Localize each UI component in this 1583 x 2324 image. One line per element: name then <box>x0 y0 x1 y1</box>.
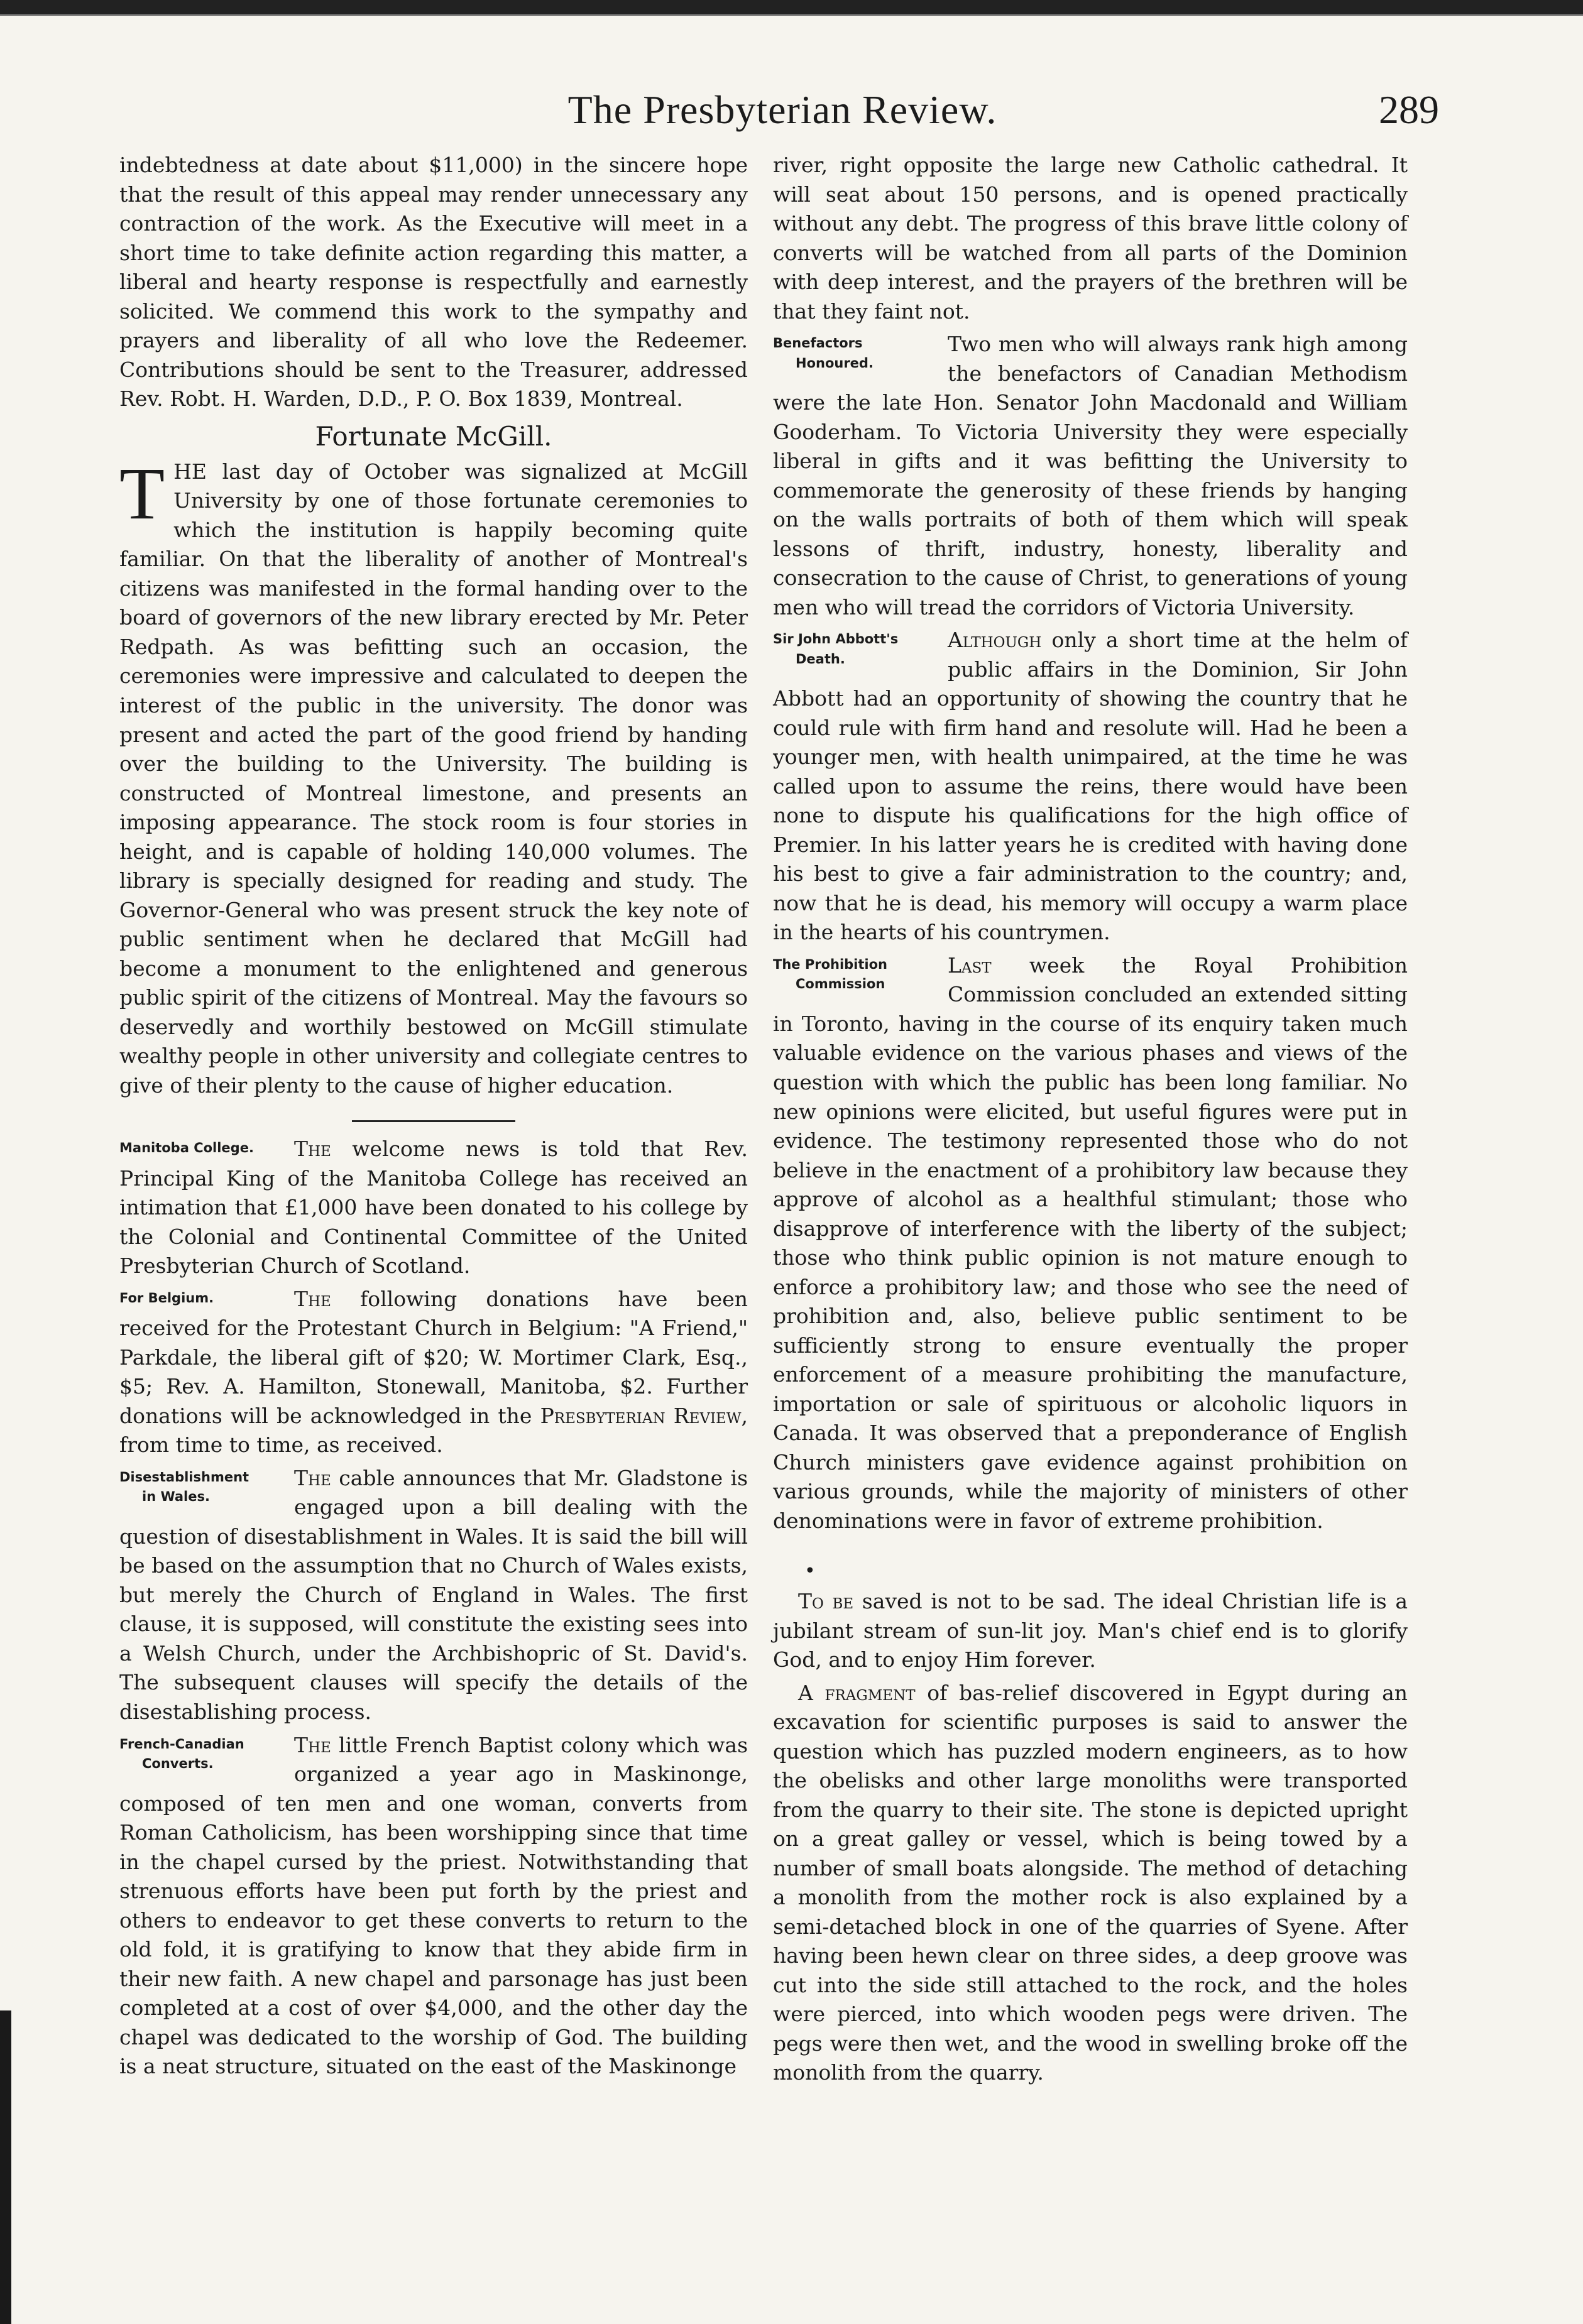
mcgill-heading: Fortunate McGill. <box>315 420 552 452</box>
belgium-text: following donations have been received for the Protestant Church in Belgium: "A Friend," Parkdale, the liberal gift of $20; W. Mortimer Clark, Esq., $5; Rev. A. Hamilton, Stonewall, Manitoba, $2. Further donations will be acknowledged in the <box>119 1286 748 1428</box>
benefactors-sidehead: Benefactors Honoured. <box>773 336 874 371</box>
manitoba-text: welcome news is told that Rev. Principal King of the Manitoba College has received an intimation that £1,000 have been donated to his college by the Colonial and Continental Committee of the United Presbyterian Church of Scotland. <box>119 1137 748 1279</box>
benefactors-text: Two men who will always rank high among the benefactors of Canadian Methodism were the late Hon. Senator John Macdonald and William Gooderham. To Victoria University they were especially liberal in gifts and it was befitting the University to commemorate the generosity of these friends by hanging on the walls portraits of both of them which will speak lessons of thrift, industry, honesty, liberality and consecration to the cause of Christ, to generations of young men who will tread the corridors of Victoria University. <box>773 332 1408 619</box>
disestablishment-text: cable announces that Mr. Gladstone is engaged upon a bill dealing with the question of disestablishment in Wales. It is said the bill will be based on the assumption that no Church of Wales exists, but merely the Church of England in Wales. The first clause, it is supposed, will constitute the existing sees into a Welsh Church, under the Archbishopric of St. David's. The subsequent clauses will specify the details of the disestablishing process. <box>119 1465 748 1724</box>
fragment-paragraph <box>773 1679 1408 2088</box>
abbott-text: only a short time at the helm of public affairs in the Dominion, Sir John Abbott had an opportunity of showing the country that he could rule with firm hand and resolute will. Had he been a younger men, with health unimpaired, at the time he was called upon to assume the reins, there would have been none to dispute his qualifications for the high office of Premier. In his latter years he is credited with having done his best to give a fair administration to the country; and, now that he is dead, his memory will occupy a warm place in the hearts of his countrymen. <box>773 628 1408 945</box>
belgium-end: , from time to time, as received. <box>119 1403 748 1458</box>
french-canadian-sidehead: French-Canadian Converts. <box>119 1736 244 1772</box>
prohibition-sidehead: The Prohibition Commission <box>773 956 887 992</box>
intro-paragraph: indebtedness at date about $11,000) in the sincere hope that the result of this appeal may render unnecessary any contraction of the work. As the Executive will meet in a short time to take definite action regarding this matter, a liberal and hearty response is respectfully and earnestly solicited. We commend this work to the sympathy and prayers and liberality of all who love the Redeemer. Contributions should be sent to the Treasurer, addressed Rev. Robt. H. Warden, D.D., P. O. Box 1839, Montreal. <box>119 153 748 412</box>
prohibition-article <box>773 951 1408 1536</box>
bullet-divider: • <box>804 1560 816 1583</box>
section-rule <box>352 1120 515 1122</box>
abbott-article <box>773 626 1408 947</box>
left-column <box>119 151 748 2085</box>
disestablishment-lead: The <box>294 1465 331 1490</box>
top-border <box>0 0 1583 16</box>
right-column <box>773 151 1408 2092</box>
french-canadian-article <box>119 1731 748 2081</box>
belgium-sidehead: For Belgium. <box>119 1290 214 1306</box>
french-canadian-lead: The <box>294 1732 331 1757</box>
continued-paragraph: river, right opposite the large new Catholic cathedral. It will seat about 150 persons, and is opened practically without any debt. The progress of this brave little colony of converts will be watched from all parts of the Dominion with deep interest, and the prayers of the brethren will be that they faint not. <box>773 153 1408 324</box>
disestablishment-sidehead: Disestablishment in Wales. <box>119 1469 249 1505</box>
french-canadian-text: little French Baptist colony which was organized a year ago in Maskinonge, composed of ten men and one woman, converts from Roman Catholicism, has been worshipping since that time in the chapel cursed by the priest. Notwithstanding that strenuous efforts have been put forth by the priest and others to endeavor to get these converts to return to the old fold, it is gratifying to know that they abide firm in their new faith. A new chapel and parsonage has just been completed at a cost of over $4,000, and the other day the chapel was dedicated to the worship of God. The building is a neat structure, situated on the east of the Maskinonge <box>119 1732 748 2079</box>
page-number: 289 <box>1379 87 1439 132</box>
saved-lead: To be <box>798 1589 854 1614</box>
manitoba-article <box>119 1135 748 1281</box>
running-title: The Presbyterian Review. <box>567 87 997 132</box>
fragment-text: of bas-relief discovered in Egypt during an excavation for scientific purposes is said to answer the question which has puzzled modern engineers, as to how the obelisks and other large monoliths were transported from the quarry to their site. The stone is depicted upright on a great galley or vessel, which is being towed by a number of small boats alongside. The method of detaching a monolith from the mother rock is also explained by a semi-detached block in one of the quarries of Syene. After having been hewn clear on three sides, a deep groove was cut into the side still attached to the rock, and the holes were pierced, into which wooden pegs were driven. The pegs were then wet, and the wood in swelling broke off the monolith from the quarry. <box>773 1680 1408 2085</box>
binding-edge <box>0 2010 11 2324</box>
page-header <box>126 75 1439 145</box>
prohibition-text: week the Royal Prohibition Commission concluded an extended sitting in Toronto, having in the course of its enquiry taken much valuable evidence on the various phases and views of the question with which the public has been long familiar. No new opinions were elicited, but useful figures were put in evidence. The testimony represented those who do not believe in the enactment of a prohibitory law because they approve of alcohol as a healthful stimulant; those who disapprove of interference with the liberty of the subject; those who think public opinion is not mature enough to enforce a prohibitory law; and those who see the need of prohibition and, also, believe public sentiment to be sufficiently strong to ensure eventually the proper enforcement of a measure prohibiting the manufacture, importation or sale of spirituous or alcoholic liquors in Canada. It was observed that a preponderance of English Church ministers gave evidence against prohibition on various grounds, while the majority of ministers of other denominations were in favor of extreme prohibition. <box>773 952 1408 1533</box>
belgium-article <box>119 1285 748 1460</box>
prohibition-lead: Last <box>948 952 992 978</box>
manitoba-sidehead: Manitoba College. <box>119 1140 254 1156</box>
benefactors-article <box>773 330 1408 622</box>
saved-paragraph <box>773 1587 1408 1675</box>
mcgill-text: HE last day of October was signalized at McGill University by one of those fortunate ceremonies to which the institution is happily becoming quite familiar. On that the liberality of another of Montreal's citizens was manifested in the formal handing over to the board of governors of the new library erected by Mr. Peter Redpath. As was befitting such an occasion, the ceremonies were impressive and calculated to deepen the interest of the public in the university. The donor was present and acted the part of the good friend by handing over the building to the University. The building is constructed of Montreal limestone, and presents an imposing appearance. The stock room is four stories in height, and is capable of holding 140,000 volumes. The library is specially designed for reading and study. The Governor-General who was present struck the key note of public sentiment when he declared that McGill had become a monument to the enlightened and generous public spirit of the citizens of Montreal. May the favours so deservedly and worthily bestowed on McGill stimulate wealthy people in other university and collegiate centres to give of their plenty to the cause of higher education. <box>119 459 748 1098</box>
belgium-review: Presbyterian Review <box>540 1403 742 1428</box>
mcgill-article <box>119 452 748 1100</box>
fragment-lead: A fragment <box>798 1680 916 1705</box>
abbott-lead: Although <box>948 628 1042 653</box>
saved-text: saved is not to be sad. The ideal Christian life is a jubilant stream of sun-lit joy. Man's chief end is to glorify God, and to enjoy Him forever. <box>773 1589 1408 1672</box>
belgium-lead: The <box>294 1286 331 1311</box>
abbott-sidehead: Sir John Abbott's Death. <box>773 631 899 667</box>
drop-cap: T <box>119 452 165 535</box>
disestablishment-article <box>119 1464 748 1727</box>
manitoba-lead: The <box>294 1137 331 1162</box>
